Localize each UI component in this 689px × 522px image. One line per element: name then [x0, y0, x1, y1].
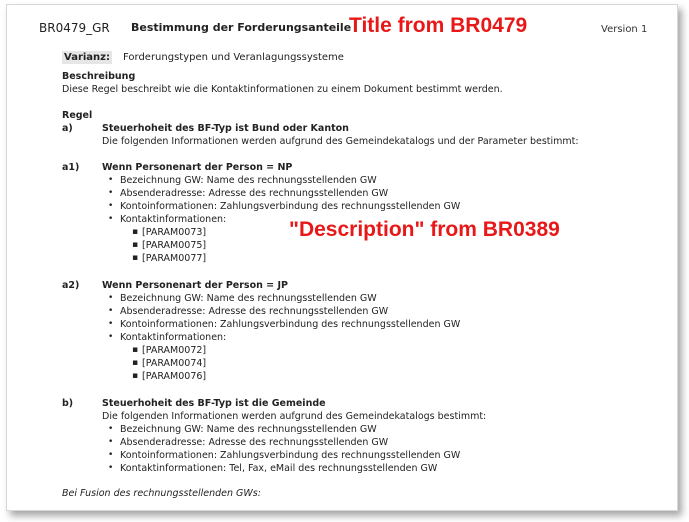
param-item: ▪ [PARAM0076]	[132, 371, 207, 382]
rule-b-heading: Steuerhoheit des BF-Typ ist die Gemeinde	[102, 398, 326, 409]
list-item: • Bezeichnung GW: Name des rechnungsstellenden GW	[108, 424, 377, 435]
list-item: • Bezeichnung GW: Name des rechnungsstellenden GW	[108, 293, 377, 304]
rule-a2-heading: Wenn Personenart der Person = JP	[102, 280, 288, 291]
rule-title: Bestimmung der Forderungsanteile	[131, 21, 352, 34]
param-item: ▪ [PARAM0075]	[132, 240, 207, 251]
list-item: • Kontaktinformationen:	[108, 214, 227, 225]
rule-a1-label: a1)	[62, 162, 80, 173]
footer-note: Bei Fusion des rechnungsstellenden GWs:	[62, 488, 261, 499]
description-heading: Beschreibung	[62, 71, 136, 82]
title-annotation: Title from BR0479	[349, 14, 528, 37]
rule-a-label: a)	[62, 123, 73, 134]
rule-a2-label: a2)	[62, 280, 80, 291]
list-item: • Absenderadresse: Adresse des rechnungsstellenden GW	[108, 188, 389, 199]
list-item: • Absenderadresse: Adresse des rechnungsstellenden GW	[108, 437, 389, 448]
description-text: Diese Regel beschreibt wie die Kontaktinformationen zu einem Dokument bestimmt werden.	[62, 84, 503, 95]
param-item: ▪ [PARAM0074]	[132, 358, 207, 369]
rule-a-heading: Steuerhoheit des BF-Typ ist Bund oder Kanton	[102, 123, 349, 134]
document-page	[6, 4, 678, 511]
list-item: • Bezeichnung GW: Name des rechnungsstellenden GW	[108, 175, 377, 186]
list-item: • Kontoinformationen: Zahlungsverbindung des rechnungsstellenden GW	[108, 201, 461, 212]
list-item: • Kontaktinformationen:	[108, 332, 227, 343]
rule-a1-heading: Wenn Personenart der Person = NP	[102, 162, 293, 173]
version-label: Version 1	[601, 24, 648, 35]
rule-id: BR0479_GR	[39, 21, 110, 35]
param-item: ▪ [PARAM0073]	[132, 227, 207, 238]
list-item: • Kontoinformationen: Zahlungsverbindung des rechnungsstellenden GW	[108, 450, 461, 461]
rule-a-text: Die folgenden Informationen werden aufgrund des Gemeindekatalogs und der Parameter bestimmt:	[102, 136, 579, 147]
list-item: • Absenderadresse: Adresse des rechnungsstellenden GW	[108, 306, 389, 317]
list-item: • Kontoinformationen: Zahlungsverbindung des rechnungsstellenden GW	[108, 319, 461, 330]
param-item: ▪ [PARAM0072]	[132, 345, 207, 356]
rule-b-label: b)	[62, 398, 74, 409]
rule-heading: Regel	[62, 110, 93, 121]
variance-label: Varianz:	[64, 52, 110, 63]
variance-text: Forderungstypen und Veranlagungssysteme	[123, 52, 344, 63]
description-annotation: "Description" from BR0389	[289, 218, 560, 241]
list-item: • Kontaktinformationen: Tel, Fax, eMail des rechnungsstellenden GW	[108, 463, 438, 474]
param-item: ▪ [PARAM0077]	[132, 253, 207, 264]
rule-b-text: Die folgenden Informationen werden aufgrund des Gemeindekatalogs bestimmt:	[102, 411, 487, 422]
